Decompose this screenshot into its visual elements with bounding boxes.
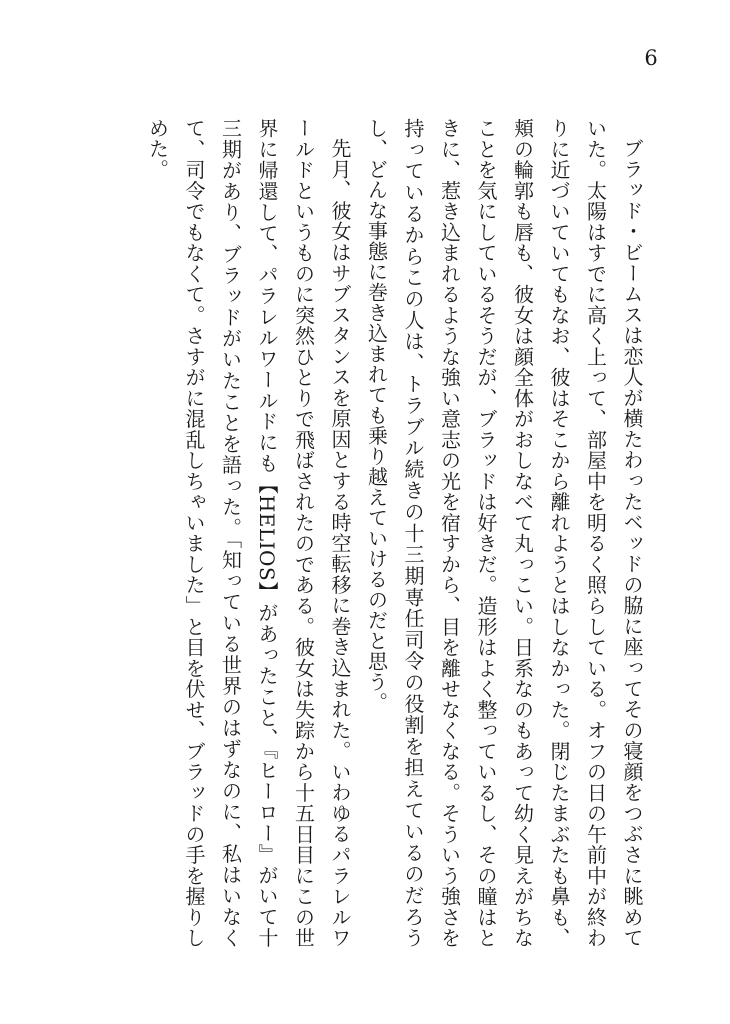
paragraph-1: ブラッド・ビームスは恋人が横たわったベッドの脇に座ってその寝顔をつぶさに眺めていた。太陽はすでに高く上って、部屋中を明るく照らしている。オフの日の午前中が終わりに近づいていてもなお、彼はそこから離れようとはしなかった。閉じたまぶたも鼻も、頬の輪郭も唇も、彼女は顔全体がおしなべて丸っこい。日系なのもあって幼く見えがちなことを気にしているそうだが、ブラッドは好きだ。造形はよく整っているし、その瞳はときに、惹き込まれるような強い意志の光を宿すから、目を離せなくなる。そういう強さを持っているからこの人は、トラブル続きの十三期専任司令の役割を担えているのだろうし、どんな事態に巻き込まれても乗り越えていけるのだと思う。 <box>364 118 644 948</box>
body-text <box>145 118 650 948</box>
page-number: 6 <box>644 46 658 70</box>
paragraph-2: 先月、彼女はサブスタンスを原因とする時空転移に巻き込まれた。いわゆるパラレルワールドというものに突然ひとりで飛ばされたのである。彼女は失踪から十五日目にこの世界に帰還して、パラレルワールドにも【HELIOS】があったこと、『ヒーロー』がいて十三期があり、ブラッドがいたことを語った。「知っている世界のはずなのに、私はいなくて、司令でもなくて。さすがに混乱しちゃいました」と目を伏せ、ブラッドの手を握りしめた。 <box>145 118 352 948</box>
